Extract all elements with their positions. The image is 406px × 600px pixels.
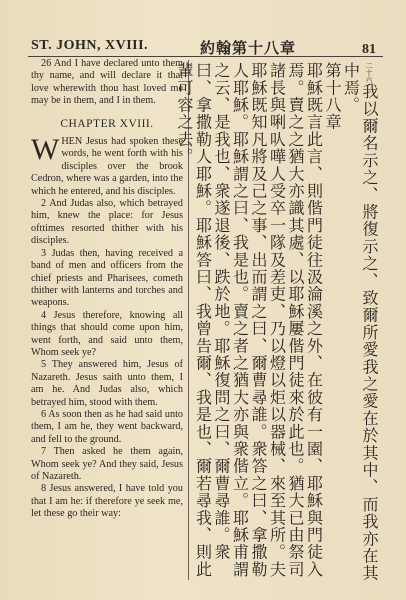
chinese-header [200, 37, 376, 58]
header-rule [28, 56, 383, 57]
chinese-running-title: 約翰第十八章 [200, 39, 297, 57]
verse-26: 26 And I have declared unto them thy name, and will declare it that love wherewith thou hast loved me may be in them, and I in them. [31, 58, 183, 107]
page-number: 81 [362, 42, 376, 57]
verse-3: 3 Judas then, having received a band of men and officers from the chief priests and Pharisees, cometh thither with lanterns and torches and weapons. [31, 247, 183, 309]
drop-cap: W [31, 133, 60, 167]
english-running-title: ST. JOHN, XVIII. [31, 38, 149, 53]
verse-6: 6 As soon then as he had said unto them, I am he, they went backward, and fell to the ground. [31, 408, 183, 445]
zh-chapter-text: 耶穌既言此言、則偕門徒往汲淪溪之外、在彼有一園、耶穌與門徒入焉。賣之之猶大亦識其處、以耶穌屢偕門徒來於此也。猶大已由祭司諸長與唎㕥嘩人受卒一隊及差吏、乃以燈以炬以器械、來至其所。夫耶穌既知凡將及己之事、出而謂之曰、爾曹尋誰。衆答之曰、拿撒勒人耶穌。耶穌謂之曰、我是也。賣之者之猶大亦與衆偕立。耶穌甫謂之云、是我也、衆遂退後、跌於地。耶穌復問之曰、爾曹尋誰。衆曰、拿撒勒人耶穌。耶穌答曰、我曾告爾、我是也、爾若尋我、則此輩可容之去。 [175, 62, 324, 578]
verse-5: 5 They answered him, Jesus of Nazareth. Jesus saith unto them, I am he. And Judas also, which betrayed him, stood with them. [31, 359, 183, 408]
zh-chapter-heading: 第十八章 [323, 62, 342, 131]
zh-verse-26 [341, 62, 378, 582]
english-column [31, 58, 183, 521]
english-header [31, 38, 181, 54]
zh-verse-marker: 二十六 [365, 62, 373, 83]
verse-2: 2 And Judas also, which betrayed him, knew the place: for Jesus ofttimes resorted thither with his disciples. [31, 198, 183, 247]
verse-1-text: HEN Jesus had spoken these words, he went forth with his disciples over the brook Cedron, where was a garden, into the which he entered, and his disciples. [31, 136, 183, 197]
verse-1 [31, 133, 183, 198]
chapter-heading: CHAPTER XVIII. [60, 117, 154, 130]
verse-7: 7 Then asked he them again, Whom seek ye? And they said, Jesus of Nazareth. [31, 446, 183, 482]
chinese-column [175, 62, 379, 582]
verse-4: 4 Jesus therefore, knowing all things that should come upon him, went forth, and said unto them, Whom seek ye? [31, 309, 183, 358]
verse-8: 8 Jesus answered, I have told you that I am he: if therefore ye seek me, let these go their way: [31, 483, 183, 520]
zh-verse-26-text: 我以爾名示之、將復示之、致爾所愛我之愛在於其中、而我亦在其中焉。 [341, 62, 379, 582]
